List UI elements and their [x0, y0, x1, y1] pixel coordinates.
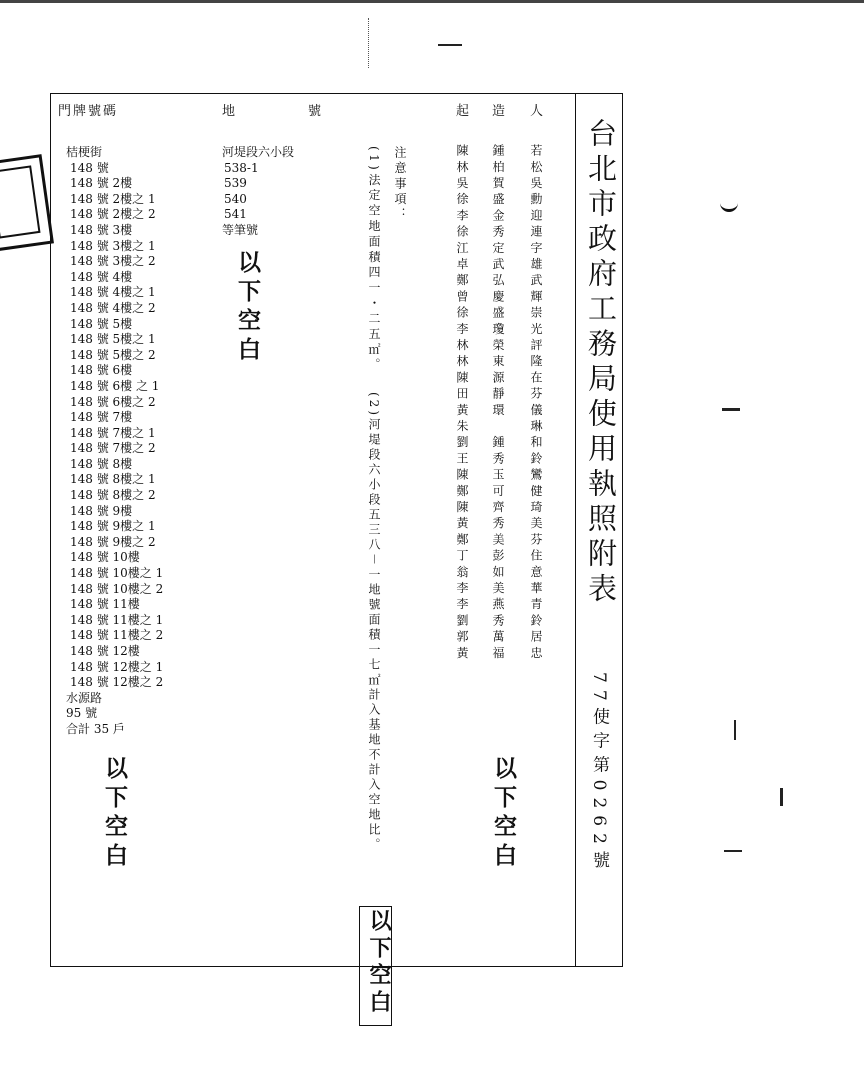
document-title: 台北市政府工務局使用執照附表: [584, 118, 618, 608]
header-land-a: 地: [222, 104, 238, 119]
address-row: 148 號 11樓之 1: [70, 612, 164, 627]
address-row: 148 號 5樓之 1: [70, 332, 156, 347]
address-list: [66, 145, 163, 738]
header-builder-a: 起: [456, 104, 472, 119]
address-row: 148 號 8樓之 2: [70, 488, 156, 503]
address-row: 95 號: [66, 706, 98, 721]
header-land-b: 號: [308, 104, 324, 119]
address-row: 148 號 11樓: [70, 597, 140, 612]
notes-line-2: (2)河堤段六小段五三八－一地號面積一七㎡計入基地不計入空地比。: [367, 392, 381, 853]
address-row: 148 號 12樓之 1: [70, 659, 164, 674]
scan-mark: [0, 0, 864, 3]
address-row: 148 號 3樓: [70, 222, 133, 237]
header-builder-b: 造: [492, 104, 508, 119]
address-row: 148 號 9樓: [70, 503, 133, 518]
address-row: 148 號 2樓之 1: [70, 191, 156, 206]
address-row: 148 號 9樓之 2: [70, 534, 156, 549]
scan-mark: [438, 44, 462, 46]
scan-mark: [724, 850, 742, 852]
address-row: 水源路: [66, 690, 103, 705]
address-row: 148 號 4樓: [70, 269, 133, 284]
address-row: 148 號 7樓之 1: [70, 425, 156, 440]
address-row: 148 號 6樓之 2: [70, 394, 156, 409]
address-row: 148 號 3樓之 2: [70, 254, 156, 269]
scan-mark: [368, 18, 409, 68]
address-row: 148 號 9樓之 1: [70, 519, 156, 534]
builder-column-given-2: 若松吳勳迎連字雄武輝崇光評隆在芬儀琳和鈴鸞健琦美芬住意華青鈴居忠: [529, 144, 543, 663]
address-row: 148 號 3樓之 1: [70, 238, 156, 253]
address-row: 148 號 10樓之 1: [70, 566, 164, 581]
header-address: 門牌號碼: [58, 104, 119, 119]
address-row: 148 號 6樓: [70, 363, 133, 378]
address-row: 148 號 10樓: [70, 550, 140, 565]
address-row: 148 號: [70, 160, 109, 175]
address-row: 148 號 5樓之 2: [70, 347, 156, 362]
scan-mark: [734, 720, 736, 740]
notes-line-1: (1)法定空地面積四一・二五㎡。: [367, 146, 381, 374]
land-number-row: 河堤段六小段: [222, 145, 295, 159]
permit-number: 77使字第0262號: [589, 672, 609, 875]
address-row: 148 號 7樓: [70, 410, 133, 425]
land-number-row: 539: [224, 176, 247, 191]
address-row: 148 號 8樓之 1: [70, 472, 156, 487]
address-row: 148 號 12樓之 2: [70, 675, 164, 690]
blank-stamp-builder: 以下空白: [490, 756, 516, 872]
address-row: 148 號 2樓之 2: [70, 207, 156, 222]
address-row: 148 號 7樓之 2: [70, 441, 156, 456]
land-number-row: 等筆號: [222, 222, 259, 237]
scan-mark: [722, 408, 740, 411]
land-number-row: 538-1: [224, 160, 259, 175]
scan-mark: [780, 788, 783, 806]
address-row: 合計 35 戶: [66, 721, 125, 736]
address-row: 148 號 12樓: [70, 644, 140, 658]
address-row: 148 號 10樓之 2: [70, 581, 164, 596]
address-row: 148 號 2樓: [70, 176, 133, 191]
address-row: 148 號 11樓之 2: [70, 628, 164, 643]
scan-mark: [720, 195, 738, 212]
land-number-list: [222, 145, 294, 239]
notes-heading: 注意事項：: [393, 146, 407, 223]
land-number-row: 540: [224, 191, 247, 206]
header-builder-c: 人: [530, 104, 546, 119]
builder-column-surname: 陳林吳徐李徐江卓鄭曾徐李林林陳田黃朱劉王陳鄭陳黃鄭丁翁李李劉郭黃: [455, 144, 469, 663]
address-row: 148 號 8樓: [70, 456, 133, 471]
address-row: 148 號 6樓 之 1: [70, 378, 160, 393]
blank-stamp-notes: [359, 906, 392, 1026]
title-divider: [575, 93, 576, 967]
address-row: 148 號 4樓之 1: [70, 285, 156, 300]
address-row: 148 號 5樓: [70, 316, 133, 331]
blank-stamp-address: 以下空白: [101, 756, 127, 872]
land-number-row: 541: [224, 207, 247, 222]
address-row: 桔梗街: [66, 145, 103, 159]
blank-stamp-land: 以下空白: [234, 250, 260, 366]
blank-stamp-notes-text: 以下空白: [366, 909, 391, 1017]
address-row: 148 號 4樓之 2: [70, 300, 156, 315]
builder-column-given-1: 鍾柏賀盛金秀定武弘慶盛瓊榮東源靜環 鍾秀玉可齊秀美彭如美燕秀萬福: [491, 144, 505, 663]
